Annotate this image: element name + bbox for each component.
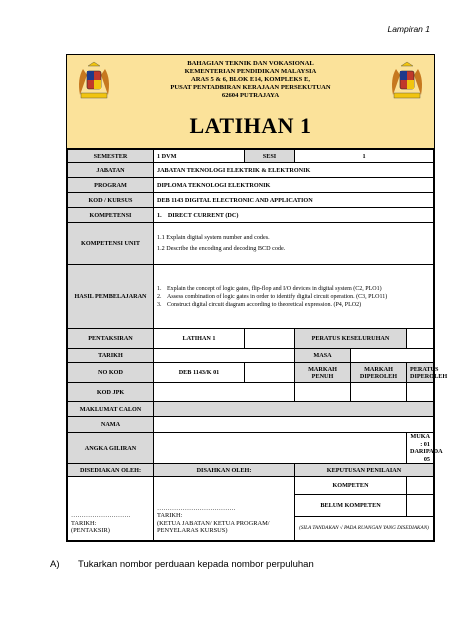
markah-penuh-field[interactable]: [295, 383, 351, 402]
section-letter: A): [50, 559, 60, 570]
masa-label: MASA: [295, 349, 351, 363]
nama-field[interactable]: [154, 417, 434, 433]
semester-label: SEMESTER: [68, 150, 154, 163]
no-kod-blank[interactable]: [245, 363, 295, 383]
peratus-diperoleh-label: PERATUS DIPEROLEH: [407, 363, 434, 383]
section-heading: [50, 559, 314, 570]
list-item: 1.1 Explain digital system number and codes.: [157, 234, 270, 241]
semester-value: 1 DVM: [154, 150, 245, 163]
kompetensi-unit-list: [154, 223, 434, 265]
header-address: [127, 60, 374, 100]
kod-kursus-label: KOD / KURSUS: [68, 193, 154, 208]
tarikh-field[interactable]: [154, 349, 295, 363]
disediakan-oleh-label: DISEDIAKAN OLEH:: [68, 464, 154, 477]
nama-label: NAMA: [68, 417, 154, 433]
disahkan-oleh-label: DISAHKAN OLEH:: [154, 464, 295, 477]
peratus-keseluruhan-field[interactable]: [407, 329, 434, 349]
kod-kursus-value: DEB 1143 DIGITAL ELECTRONIC AND APPLICATION: [154, 193, 434, 208]
angka-giliran-label: ANGKA GILIRAN: [68, 433, 154, 464]
page-count: [407, 433, 443, 464]
kompetensi-number: 1.: [157, 211, 162, 219]
hasil-pembelajaran-list: [154, 265, 434, 329]
header-line: ARAS 5 & 6, BLOK E14, KOMPLEKS E,: [190, 76, 311, 84]
kompetensi-unit-label: KOMPETENSI UNIT: [68, 223, 154, 265]
malaysia-coat-of-arms-icon: [75, 61, 113, 101]
header-line: BAHAGIAN TEKNIK DAN VOKASIONAL: [187, 60, 314, 67]
kompeten-checkbox[interactable]: [407, 477, 434, 495]
tick-instruction: (SILA TANDAKAN √ PADA RUANGAN YANG DISEDIAKAN): [295, 517, 434, 541]
list-item: 2. Assess combination of logic gates in order to identify digital circuit operation. (C3, PLO11): [157, 293, 388, 300]
kompetensi-label: KOMPETENSI: [68, 208, 154, 223]
muka-text: MUKA : 01: [410, 433, 430, 448]
no-kod-label: NO KOD: [68, 363, 154, 383]
malaysia-coat-of-arms-icon: [388, 61, 426, 101]
markah-penuh-label: MARKAH PENUH: [295, 363, 351, 383]
masa-field[interactable]: [351, 349, 434, 363]
markah-diperoleh-field[interactable]: [351, 383, 407, 402]
markah-diperoleh-label: MARKAH DIPEROLEH: [351, 363, 407, 383]
tarikh-label: TARIKH: [68, 349, 154, 363]
peratus-diperoleh-field[interactable]: [407, 383, 434, 402]
kompetensi-value: [154, 208, 434, 223]
list-item: 1. Explain the concept of logic gates, flip-flop and I/O devices in digital system (C2, PLO1): [157, 285, 382, 292]
page-title: LATIHAN 1: [189, 113, 312, 138]
kompetensi-text: DIRECT CURRENT (DC): [167, 211, 239, 219]
list-item: 1.2 Describe the encoding and decoding BCD code.: [157, 245, 286, 252]
header-line: 62604 PUTRAJAYA: [221, 92, 280, 100]
no-kod-value: DEB 1143/K 01: [154, 363, 245, 383]
daripada-text: DARIPADA 05: [410, 448, 443, 463]
pentaksiran-label: PENTAKSIRAN: [68, 329, 154, 349]
hasil-pembelajaran-label: HASIL PEMBELAJARAN: [68, 265, 154, 329]
maklumat-calon-band: [154, 402, 434, 417]
keputusan-penilaian-label: KEPUTUSAN PENILAIAN: [295, 464, 434, 477]
kod-jpk-label: KOD JPK: [68, 383, 154, 402]
jabatan-value: JABATAN TEKNOLOGI ELEKTRIK & ELEKTRONIK: [154, 163, 434, 178]
form-header: [67, 55, 434, 149]
details-table: [67, 149, 448, 541]
peratus-keseluruhan-label: PERATUS KESELURUHAN: [295, 329, 407, 349]
kod-jpk-field[interactable]: [154, 383, 295, 402]
pentaksir-signature[interactable]: ………………………. TARIKH: (PENTAKSIR): [68, 477, 154, 541]
header-line: PUSAT PENTADBIRAN KERAJAAN PERSEKUTUAN: [170, 84, 331, 92]
sesi-value: 1: [295, 150, 434, 163]
pentaksiran-value: LATIHAN 1: [154, 329, 245, 349]
maklumat-calon-label: MAKLUMAT CALON: [68, 402, 154, 417]
ketua-signature[interactable]: ………………………………. TARIKH: (KETUA JABATAN/ KETUA PROGRAM/ PENYELARAS KURSUS): [154, 477, 295, 541]
kompeten-label: KOMPETEN: [295, 477, 407, 495]
pentaksiran-blank[interactable]: [245, 329, 295, 349]
lampiran-label: Lampiran 1: [387, 24, 430, 34]
header-line: KEMENTERIAN PENDIDIKAN MALAYSIA: [184, 68, 317, 76]
exercise-cover-form: [66, 54, 448, 542]
section-title: Tukarkan nombor perduaan kepada nombor perpuluhan: [78, 559, 314, 570]
program-label: PROGRAM: [68, 178, 154, 193]
belum-kompeten-checkbox[interactable]: [407, 495, 434, 517]
jabatan-label: JABATAN: [68, 163, 154, 178]
sesi-label: SESI: [245, 150, 295, 163]
program-value: DIPLOMA TEKNOLOGI ELEKTRONIK: [154, 178, 434, 193]
belum-kompeten-label: BELUM KOMPETEN: [295, 495, 407, 517]
angka-giliran-field[interactable]: [154, 433, 407, 464]
list-item: 3. Construct digital circuit diagram according to theoretical expression. (P4, PLO2): [157, 301, 362, 308]
